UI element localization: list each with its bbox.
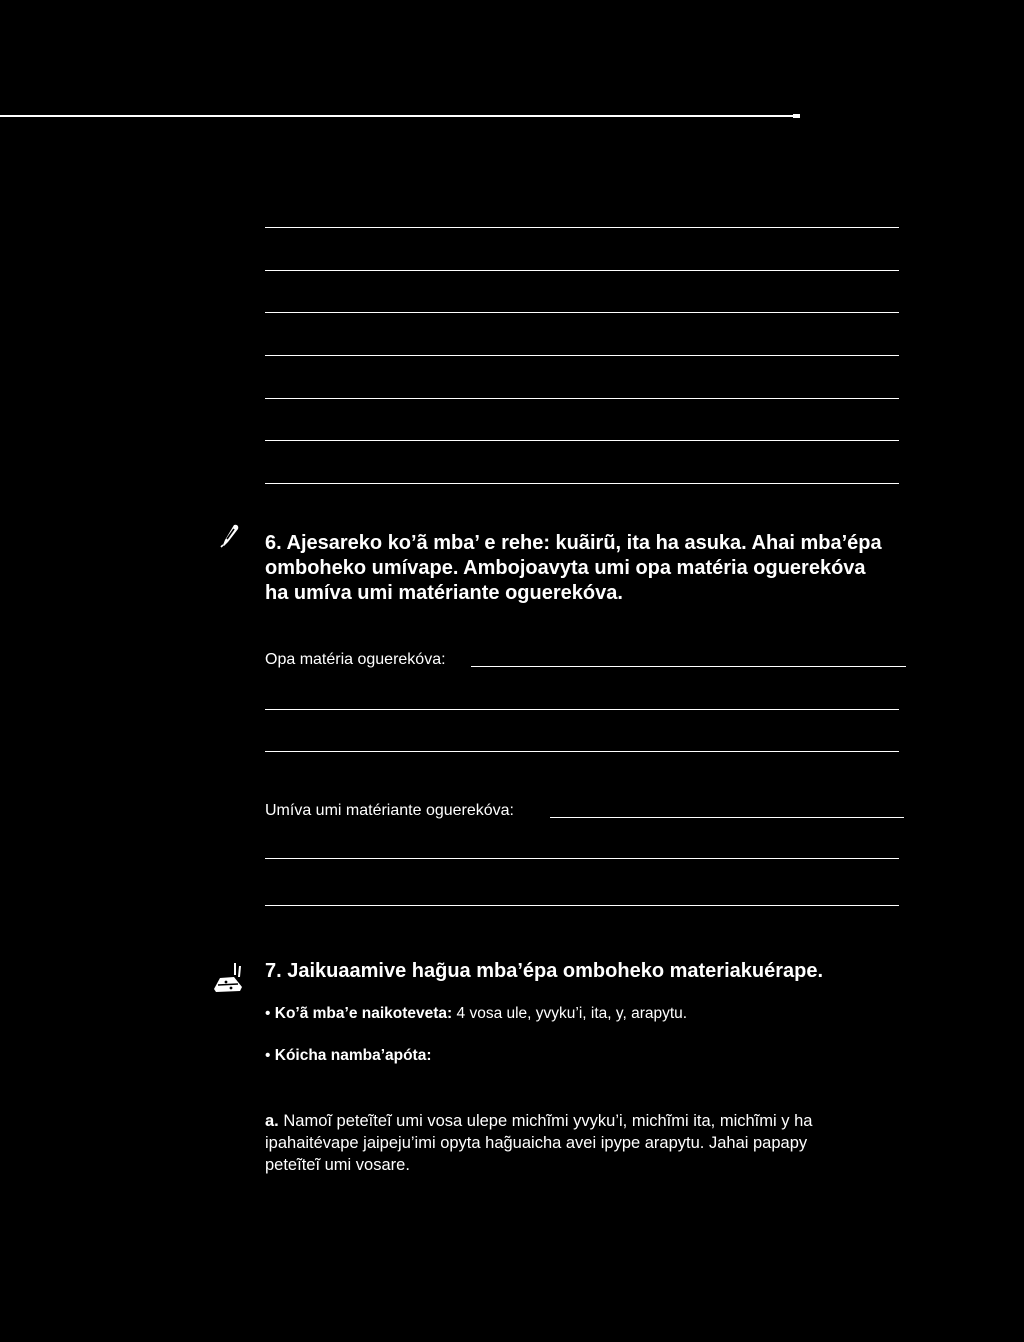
question-6-title-text-1: Ajesareko ko’ã mba’ e rehe: kuãirũ, ita ha asuka. Ahai mba’épa — [286, 532, 882, 554]
materials-text: 4 vosa ule, yvyku’i, ita, y, arapytu. — [456, 1005, 688, 1022]
answer-line[interactable] — [265, 905, 899, 906]
question-6-title-line-3: ha umíva umi matériante oguerekóva. — [265, 582, 623, 604]
procedure-label: Kóicha namba’apóta: — [274, 1047, 432, 1064]
answer-line[interactable] — [265, 312, 899, 313]
step-a-letter: a. — [265, 1112, 279, 1130]
bullet-symbol: • — [265, 1005, 271, 1022]
field-all-matter-line[interactable] — [471, 666, 906, 667]
question-6-title-line-1 — [265, 531, 925, 556]
question-7-title — [265, 959, 925, 984]
step-a-line-3: peteĩteĩ umi vosare. — [265, 1156, 410, 1174]
step-a-text-1: Namoĩ peteĩteĩ umi vosa ulepe michĩmi yvyku’i, michĩmi ita, michĩmi y ha — [283, 1112, 813, 1130]
step-a — [265, 1110, 905, 1176]
answer-line[interactable] — [265, 483, 899, 484]
answer-line[interactable] — [265, 398, 899, 399]
question-6-title-line-2: omboheko umívape. Ambojoavyta umi opa matéria oguerekóva — [265, 557, 866, 579]
experiment-icon — [212, 961, 246, 995]
field-all-matter-label: Opa matéria oguerekóva: — [265, 651, 446, 668]
step-a-line-2: ipahaitévape jaipeju’imi opyta hag̃uaicha avei ipype arapytu. Jahai papapy — [265, 1134, 808, 1152]
field-only-matter-line[interactable] — [550, 817, 904, 818]
answer-line[interactable] — [265, 709, 899, 710]
pencil-icon — [220, 524, 240, 548]
materials-label: Ko’ã mba’e naikoteveta: — [274, 1005, 453, 1022]
step-a-line-1 — [265, 1110, 905, 1132]
answer-line[interactable] — [265, 440, 899, 441]
answer-line[interactable] — [265, 751, 899, 752]
question-7-number: 7. — [265, 960, 282, 982]
materials-item — [265, 1004, 687, 1024]
top-divider-end — [793, 114, 800, 118]
procedure-item — [265, 1046, 432, 1066]
top-divider — [0, 115, 800, 117]
bullet-symbol: • — [265, 1047, 271, 1064]
question-6-title — [265, 531, 925, 606]
answer-line[interactable] — [265, 858, 899, 859]
question-6-number: 6. — [265, 532, 282, 554]
question-7-title-text: Jaikuaamive hag̃ua mba’épa omboheko materiakuérape. — [287, 960, 824, 982]
answer-line[interactable] — [265, 355, 899, 356]
field-only-matter-label: Umíva umi matériante oguerekóva: — [265, 802, 514, 819]
answer-line[interactable] — [265, 227, 899, 228]
answer-line[interactable] — [265, 270, 899, 271]
